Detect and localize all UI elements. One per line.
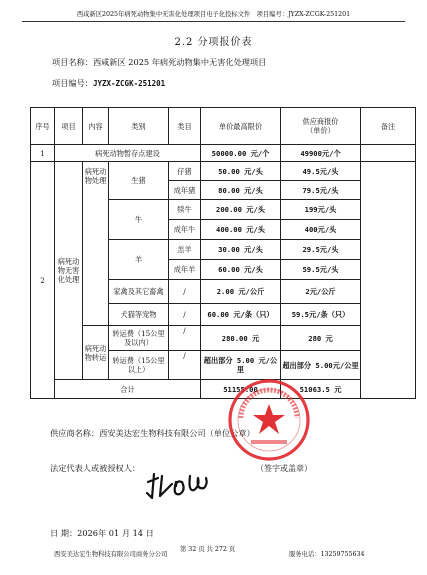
table-row xyxy=(31,326,416,351)
cell-type: / xyxy=(169,326,201,351)
cell-bid: 400元/头 xyxy=(281,220,361,240)
header-type: 类目 xyxy=(169,108,201,145)
cell-bid: 280 元 xyxy=(281,326,361,351)
cell-max: 400.00 元/头 xyxy=(201,220,281,240)
cell-max: 超出部分 5.00 元/公里 xyxy=(201,351,281,380)
cell-bid: 超出部分 5.00元/公里 xyxy=(281,351,361,380)
cell-seq: 2 xyxy=(31,162,55,399)
cell-bid: 49.5元/头 xyxy=(281,162,361,181)
cell-bid: 59.5元/头 xyxy=(281,260,361,280)
cell-category: 牛 xyxy=(109,200,169,240)
cell-bid: 49900元/个 xyxy=(281,145,361,162)
table-header-row xyxy=(31,108,416,145)
table-row xyxy=(31,162,416,181)
date-line: 日 期：2026年 01 月 14 日 xyxy=(50,528,154,538)
cell-bid: 2元/公斤 xyxy=(281,280,361,304)
cell-type: 羔羊 xyxy=(169,240,201,260)
cell-max: 60.00 元/条（只） xyxy=(201,304,281,326)
supplier-seal-note: （单位公章） xyxy=(205,428,255,438)
header-content: 内容 xyxy=(83,108,109,145)
cell-content: 病死动物转运 xyxy=(83,326,109,380)
total-bid: 51063.5 元 xyxy=(281,380,361,399)
cell-max: 280.00 元 xyxy=(201,326,281,351)
footer-phone: 服务电话：13259755634 xyxy=(289,551,365,558)
cell-max: 60.00 元/头 xyxy=(201,260,281,280)
cell-max: 30.00 元/头 xyxy=(201,240,281,260)
cell-category: 家禽及其它畜禽 xyxy=(109,280,169,304)
cell-category: 羊 xyxy=(109,240,169,280)
table-total-row xyxy=(31,380,416,399)
header-category: 类别 xyxy=(109,108,169,145)
cell-category: 转运费（15公里以上） xyxy=(109,351,169,380)
cell-remark xyxy=(361,145,416,162)
supplier-name-line xyxy=(50,428,255,439)
price-breakdown-table xyxy=(30,107,416,399)
cell-remark xyxy=(361,162,416,399)
cell-bid: 59.5元/条（只） xyxy=(281,304,361,326)
header-rule xyxy=(22,21,405,22)
cell-max: 200.00 元/头 xyxy=(201,200,281,220)
cell-type: 仔猪 xyxy=(169,162,201,181)
document-title: 2.2 分项报价表 xyxy=(174,37,253,48)
legal-rep-note: （签字或盖章） xyxy=(256,464,312,473)
header-bid-price-line1: 供应商报价 xyxy=(302,117,339,126)
cell-bid: 199元/头 xyxy=(281,200,361,220)
cell-bid: 29.5元/头 xyxy=(281,240,361,260)
cell-bid: 79.5元/头 xyxy=(281,181,361,200)
header-seq: 序号 xyxy=(31,108,55,145)
cell-content: 病死动物处理 xyxy=(83,162,109,326)
header-remark: 备注 xyxy=(361,108,416,145)
cell-seq: 1 xyxy=(31,145,55,162)
cell-item: 病死动物无害化处理 xyxy=(55,162,83,380)
cell-type: / xyxy=(169,280,201,304)
cell-max: 50.00 元/头 xyxy=(201,162,281,181)
total-label: 合计 xyxy=(55,380,201,399)
cell-name: 病死动物暂存点建设 xyxy=(55,145,201,162)
supplier-name: 供应商名称：西安美达宏生物科技有限公司 xyxy=(50,428,206,438)
header-item: 项目 xyxy=(55,108,83,145)
cell-type: / xyxy=(169,351,201,380)
project-number-line xyxy=(52,78,165,89)
cell-type: 成年猪 xyxy=(169,181,201,200)
cell-max: 50000.00 元/个 xyxy=(201,145,281,162)
cell-type: 成年牛 xyxy=(169,220,201,240)
handwritten-signature xyxy=(144,462,214,502)
header-bid-price xyxy=(281,108,361,145)
legal-rep-line: 法定代表人或被授权人： xyxy=(50,463,141,473)
project-number-label: 项目编号： xyxy=(52,78,93,88)
cell-category: 转运费（15公里及以内） xyxy=(109,326,169,351)
cell-type: 犊牛 xyxy=(169,200,201,220)
company-seal xyxy=(227,378,311,462)
cell-category: 犬猫等宠物 xyxy=(109,304,169,326)
cell-max: 2.00 元/公斤 xyxy=(201,280,281,304)
cell-type: 成年羊 xyxy=(169,260,201,280)
project-name-line: 项目名称：西咸新区 2025 年病死动物集中无害化处理项目 xyxy=(52,57,267,67)
project-number: JYZX-ZCGK-251201 xyxy=(92,79,166,88)
footer-page-number: 第 32 页 共 272 页 xyxy=(180,546,236,553)
header-bid-price-line2: （单价） xyxy=(306,126,335,135)
page-header: 西咸新区2025年病死动物集中无害化处理项目电子化投标文件 项目编号：JYZX-ZCGK-251201 xyxy=(76,11,351,18)
header-max-price: 单价最高限价 xyxy=(201,108,281,145)
total-max: 51155.00 xyxy=(201,380,281,399)
cell-type: / xyxy=(169,304,201,326)
table-row xyxy=(31,145,416,162)
cell-max: 80.00 元/头 xyxy=(201,181,281,200)
footer-company: 西安美达宏生物科技有限公司商务分公司 xyxy=(54,551,168,558)
cell-category: 生猪 xyxy=(109,162,169,200)
